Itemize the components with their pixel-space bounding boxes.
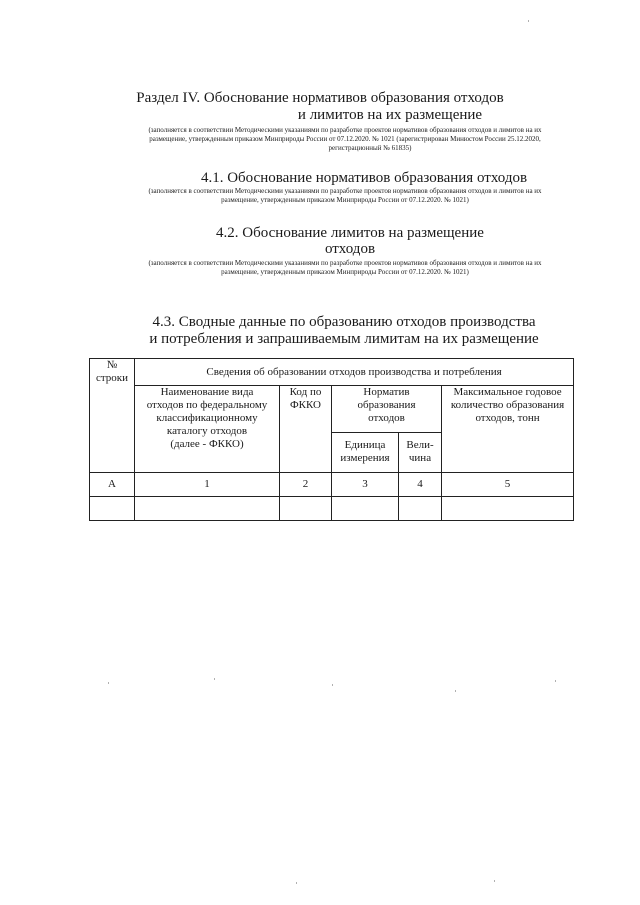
scan-speck — [455, 690, 456, 692]
scan-speck — [332, 684, 333, 686]
empty-cell — [442, 497, 574, 521]
s43-title-line1: 4.3. Сводные данные по образованию отходов производства — [152, 314, 536, 330]
header-max-annual — [442, 386, 574, 473]
index-cell: 2 — [280, 473, 332, 497]
s42-note-line1: (заполняется в соответствии Методическими указаниями по разработке проектов нормативов образования отходов и лимитов на их — [148, 259, 542, 267]
header-fkko-code — [280, 386, 332, 473]
header-waste-name-l3: классификационному — [156, 412, 258, 424]
header-row-number-line1: № — [106, 359, 118, 371]
scan-speck — [296, 882, 297, 884]
header-norm-l3: отходов — [368, 412, 405, 424]
s41-note-line2: размещение, утвержденным приказом Минприроды России от 07.12.2020. № 1021) — [221, 196, 469, 204]
header-waste-name-l5: (далее - ФККО) — [170, 438, 244, 450]
header-unit-l2: измерения — [340, 452, 390, 464]
empty-cell — [280, 497, 332, 521]
scan-speck — [494, 880, 495, 882]
index-cell: А — [90, 473, 135, 497]
header-unit — [332, 433, 399, 473]
header-fkko-code-l2: ФККО — [289, 399, 322, 411]
section-note-line1: (заполняется в соответствии Методическими указаниями по разработке проектов нормативов образования отходов и лимитов на их — [148, 126, 542, 134]
scan-speck — [528, 20, 529, 22]
header-norm — [332, 386, 442, 433]
header-fkko-code-l1: Код по — [289, 386, 322, 398]
header-norm-l2: образования — [357, 399, 416, 411]
header-value — [399, 433, 442, 473]
header-norm-l1: Норматив — [363, 386, 410, 398]
empty-cell — [332, 497, 399, 521]
waste-summary-table — [89, 358, 574, 521]
header-waste-name — [135, 386, 280, 473]
empty-cell — [135, 497, 280, 521]
header-waste-name-l2: отходов по федеральному — [146, 399, 268, 411]
header-value-l1: Вели- — [406, 439, 434, 451]
header-max-annual-l3: отходов, тонн — [475, 412, 540, 424]
section-note-line2: размещение, утвержденным приказом Минприроды России от 07.12.2020. № 1021 (зарегистрирован Минюстом России 25.12.2020, — [149, 135, 541, 143]
header-row-number-line2: строки — [95, 372, 129, 384]
s42-note-line2: размещение, утвержденным приказом Минприроды России от 07.12.2020. № 1021) — [221, 268, 469, 276]
index-cell: 5 — [442, 473, 574, 497]
index-cell: 1 — [135, 473, 280, 497]
scan-speck — [214, 678, 215, 680]
s43-title-line2: и потребления и запрашиваемым лимитам на их размещение — [149, 331, 539, 347]
index-cell: 3 — [332, 473, 399, 497]
header-value-l2: чина — [408, 452, 432, 464]
empty-cell — [90, 497, 135, 521]
section-note-line3: регистрационный № 61835) — [328, 144, 412, 152]
index-cell: 4 — [399, 473, 442, 497]
header-row-number — [90, 359, 135, 473]
header-waste-name-l1: Наименование вида — [160, 386, 254, 398]
s41-title: 4.1. Обоснование нормативов образования отходов — [200, 170, 528, 186]
s42-title-line2: отходов — [324, 241, 376, 257]
header-group: Сведения об образовании отходов производства и потребления — [135, 359, 574, 386]
s42-title-line1: 4.2. Обоснование лимитов на размещение — [216, 225, 484, 241]
scan-speck — [108, 682, 109, 684]
header-unit-l1: Единица — [344, 439, 386, 451]
empty-cell — [399, 497, 442, 521]
section-title-line2: и лимитов на их размещение — [297, 107, 483, 123]
scan-speck — [555, 680, 556, 682]
header-max-annual-l2: количество образования — [450, 399, 565, 411]
section-title-line1: Раздел IV. Обоснование нормативов образования отходов — [136, 90, 504, 106]
header-max-annual-l1: Максимальное годовое — [453, 386, 562, 398]
header-waste-name-l4: каталогу отходов — [166, 425, 248, 437]
s41-note-line1: (заполняется в соответствии Методическими указаниями по разработке проектов нормативов образования отходов и лимитов на их — [148, 187, 542, 195]
